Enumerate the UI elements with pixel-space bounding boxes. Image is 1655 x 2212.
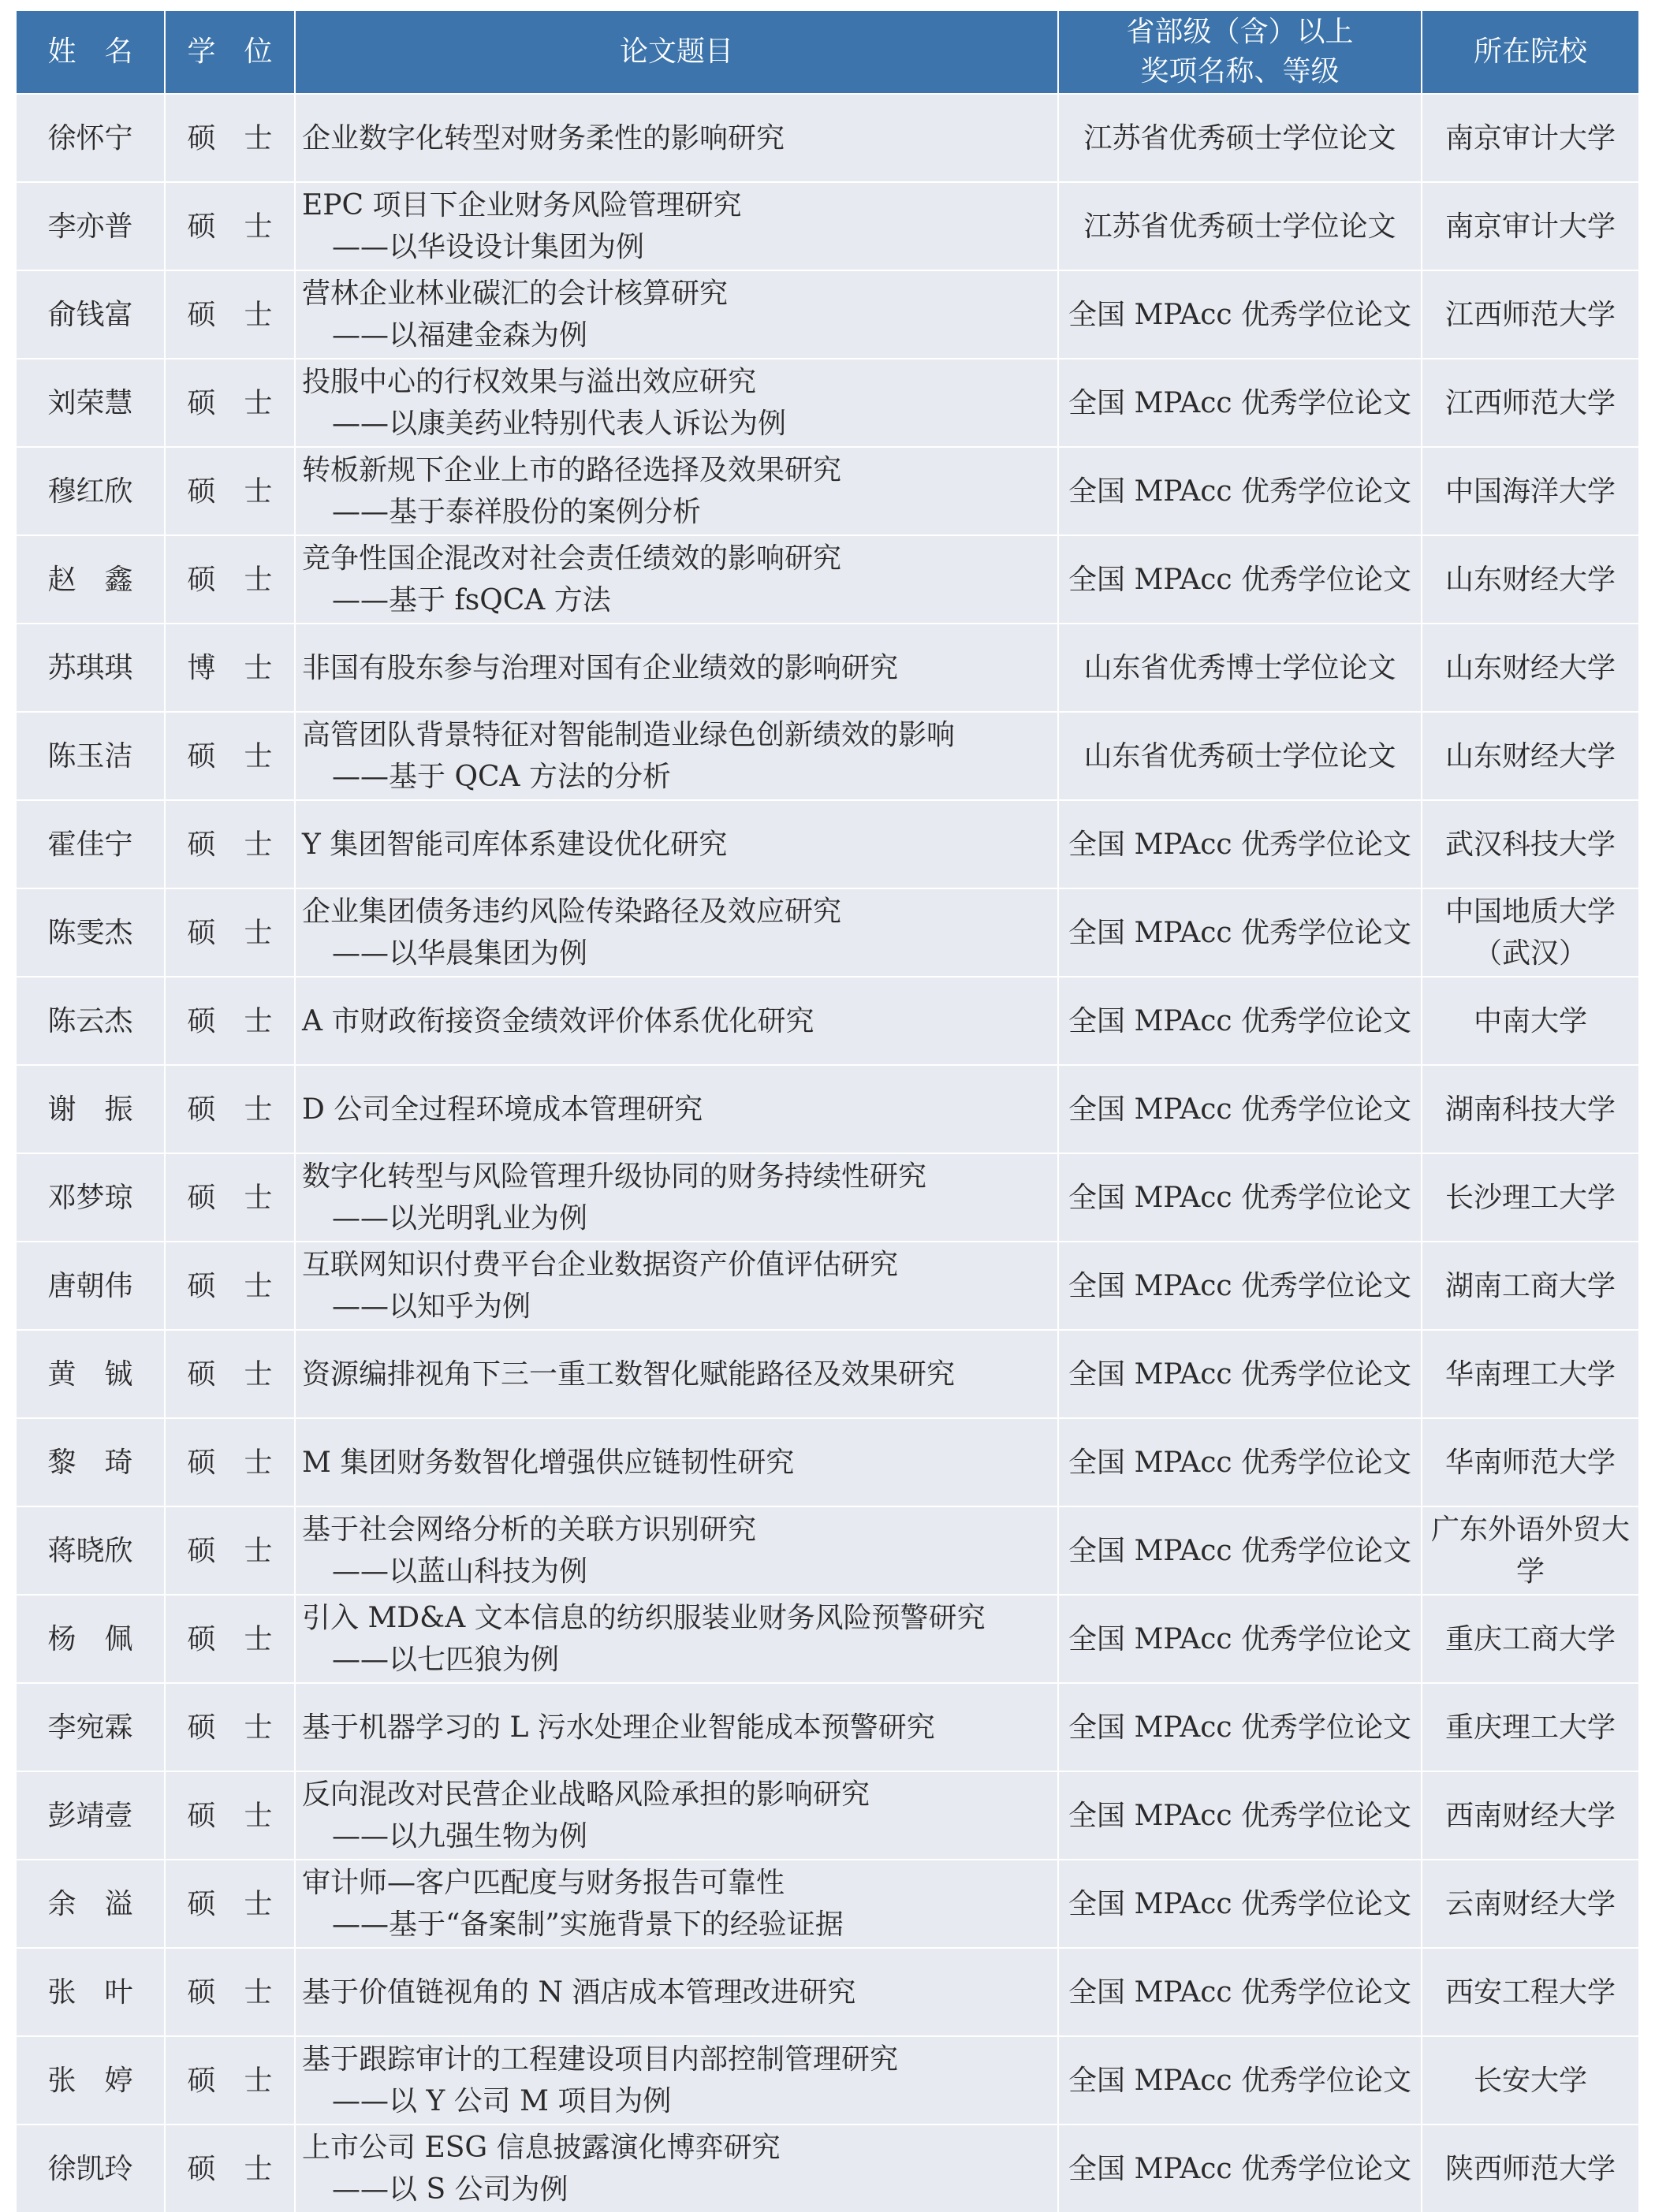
thesis-title: 互联网知识付费平台企业数据资产价值评估研究 — [302, 1249, 899, 1281]
thesis-subtitle: ——以九强生物为例 — [332, 1820, 588, 1853]
cell-name: 张 叶 — [17, 1948, 165, 2036]
thesis-subtitle: ——以 Y 公司 M 项目为例 — [332, 2085, 672, 2117]
header-school: 所在院校 — [1422, 11, 1638, 94]
cell-school: 中国地质大学（武汉） — [1422, 888, 1638, 977]
table-row — [17, 94, 1638, 182]
cell-school: 广东外语外贸大学 — [1422, 1506, 1638, 1595]
thesis-title: EPC 项目下企业财务风险管理研究 — [302, 189, 742, 222]
cell-school: 山东财经大学 — [1422, 712, 1638, 800]
cell-award: 全国 MPAcc 优秀学位论文 — [1058, 1948, 1422, 2036]
cell-degree: 硕 士 — [165, 1330, 295, 1418]
cell-title — [295, 1418, 1058, 1506]
table-row — [17, 182, 1638, 270]
header-award — [1058, 11, 1422, 94]
cell-title — [295, 182, 1058, 270]
cell-award: 全国 MPAcc 优秀学位论文 — [1058, 270, 1422, 359]
thesis-title: 数字化转型与风险管理升级协同的财务持续性研究 — [302, 1160, 927, 1193]
cell-title — [295, 1065, 1058, 1153]
cell-title — [295, 1153, 1058, 1242]
thesis-subtitle: ——以蓝山科技为例 — [332, 1555, 588, 1588]
table-row — [17, 447, 1638, 535]
table-row — [17, 1153, 1638, 1242]
table-row — [17, 1242, 1638, 1330]
cell-title — [295, 1506, 1058, 1595]
cell-name: 苏琪琪 — [17, 624, 165, 712]
cell-name: 霍佳宁 — [17, 800, 165, 888]
cell-degree: 硕 士 — [165, 800, 295, 888]
table-row — [17, 1948, 1638, 2036]
cell-title — [295, 535, 1058, 624]
cell-name: 蒋晓欣 — [17, 1506, 165, 1595]
cell-award: 江苏省优秀硕士学位论文 — [1058, 182, 1422, 270]
cell-degree: 硕 士 — [165, 1153, 295, 1242]
cell-title — [295, 1242, 1058, 1330]
table-row — [17, 1595, 1638, 1683]
cell-title — [295, 2036, 1058, 2124]
cell-title — [295, 712, 1058, 800]
cell-degree: 硕 士 — [165, 977, 295, 1065]
cell-school: 长沙理工大学 — [1422, 1153, 1638, 1242]
cell-degree: 硕 士 — [165, 1595, 295, 1683]
cell-name: 彭靖壹 — [17, 1771, 165, 1860]
cell-title — [295, 1683, 1058, 1771]
cell-degree: 硕 士 — [165, 2036, 295, 2124]
cell-award: 山东省优秀硕士学位论文 — [1058, 712, 1422, 800]
thesis-subtitle: ——基于泰祥股份的案例分析 — [332, 496, 702, 528]
cell-name: 李亦普 — [17, 182, 165, 270]
cell-award: 全国 MPAcc 优秀学位论文 — [1058, 1153, 1422, 1242]
table-row — [17, 1330, 1638, 1418]
cell-degree: 硕 士 — [165, 182, 295, 270]
cell-school: 重庆工商大学 — [1422, 1595, 1638, 1683]
header-title: 论文题目 — [295, 11, 1058, 94]
cell-name: 唐朝伟 — [17, 1242, 165, 1330]
cell-title — [295, 888, 1058, 977]
thesis-title: 转板新规下企业上市的路径选择及效果研究 — [302, 454, 842, 486]
cell-degree: 硕 士 — [165, 1418, 295, 1506]
cell-degree: 硕 士 — [165, 1242, 295, 1330]
thesis-title: M 集团财务数智化增强供应链韧性研究 — [302, 1446, 795, 1479]
thesis-title: 竞争性国企混改对社会责任绩效的影响研究 — [302, 542, 842, 575]
cell-degree: 硕 士 — [165, 1065, 295, 1153]
cell-award: 全国 MPAcc 优秀学位论文 — [1058, 535, 1422, 624]
thesis-title: 高管团队背景特征对智能制造业绿色创新绩效的影响 — [302, 719, 956, 751]
cell-degree: 硕 士 — [165, 359, 295, 447]
thesis-title: 营林企业林业碳汇的会计核算研究 — [302, 277, 729, 310]
cell-award: 全国 MPAcc 优秀学位论文 — [1058, 2036, 1422, 2124]
cell-award: 全国 MPAcc 优秀学位论文 — [1058, 1860, 1422, 1948]
thesis-subtitle: ——以 S 公司为例 — [332, 2173, 568, 2206]
cell-school: 湖南科技大学 — [1422, 1065, 1638, 1153]
table-row — [17, 800, 1638, 888]
thesis-title: 引入 MD&A 文本信息的纺织服装业财务风险预警研究 — [302, 1602, 986, 1634]
cell-school: 中南大学 — [1422, 977, 1638, 1065]
cell-award: 全国 MPAcc 优秀学位论文 — [1058, 447, 1422, 535]
cell-name: 邓梦琼 — [17, 1153, 165, 1242]
cell-award: 全国 MPAcc 优秀学位论文 — [1058, 1065, 1422, 1153]
thesis-title: 基于跟踪审计的工程建设项目内部控制管理研究 — [302, 2043, 899, 2076]
cell-name: 赵 鑫 — [17, 535, 165, 624]
table-row — [17, 1506, 1638, 1595]
cell-degree: 硕 士 — [165, 535, 295, 624]
thesis-title: 资源编排视角下三一重工数智化赋能路径及效果研究 — [302, 1357, 956, 1391]
table-row — [17, 888, 1638, 977]
cell-award: 全国 MPAcc 优秀学位论文 — [1058, 1330, 1422, 1418]
cell-title — [295, 94, 1058, 182]
cell-name: 黄 铖 — [17, 1330, 165, 1418]
cell-name: 陈雯杰 — [17, 888, 165, 977]
table-row — [17, 624, 1638, 712]
thesis-subtitle: ——以七匹狼为例 — [332, 1644, 560, 1676]
table-row — [17, 977, 1638, 1065]
thesis-title: 非国有股东参与治理对国有企业绩效的影响研究 — [302, 651, 899, 684]
cell-school: 南京审计大学 — [1422, 94, 1638, 182]
cell-degree: 硕 士 — [165, 1683, 295, 1771]
cell-degree: 硕 士 — [165, 1860, 295, 1948]
cell-name: 陈玉洁 — [17, 712, 165, 800]
cell-name: 李宛霖 — [17, 1683, 165, 1771]
cell-degree: 硕 士 — [165, 1506, 295, 1595]
cell-school: 湖南工商大学 — [1422, 1242, 1638, 1330]
cell-degree: 硕 士 — [165, 2124, 295, 2212]
cell-degree: 硕 士 — [165, 1948, 295, 2036]
cell-name: 杨 佩 — [17, 1595, 165, 1683]
cell-award: 全国 MPAcc 优秀学位论文 — [1058, 2124, 1422, 2212]
cell-title — [295, 2124, 1058, 2212]
cell-school: 江西师范大学 — [1422, 270, 1638, 359]
cell-name: 刘荣慧 — [17, 359, 165, 447]
cell-school: 西安工程大学 — [1422, 1948, 1638, 2036]
cell-title — [295, 977, 1058, 1065]
header-degree: 学 位 — [165, 11, 295, 94]
thesis-title: 基于价值链视角的 N 酒店成本管理改进研究 — [302, 1976, 856, 2009]
thesis-title: 企业数字化转型对财务柔性的影响研究 — [302, 121, 785, 155]
thesis-subtitle: ——以福建金森为例 — [332, 319, 588, 352]
cell-title — [295, 447, 1058, 535]
cell-name: 张 婷 — [17, 2036, 165, 2124]
thesis-subtitle: ——基于 QCA 方法的分析 — [332, 761, 671, 793]
table-row — [17, 270, 1638, 359]
cell-award: 山东省优秀博士学位论文 — [1058, 624, 1422, 712]
table-row — [17, 535, 1638, 624]
cell-school: 山东财经大学 — [1422, 535, 1638, 624]
cell-title — [295, 624, 1058, 712]
thesis-title: Y 集团智能司库体系建设优化研究 — [302, 828, 728, 861]
cell-school: 中国海洋大学 — [1422, 447, 1638, 535]
awards-table — [17, 11, 1638, 2212]
cell-name: 穆红欣 — [17, 447, 165, 535]
cell-award: 全国 MPAcc 优秀学位论文 — [1058, 1242, 1422, 1330]
cell-school: 江西师范大学 — [1422, 359, 1638, 447]
cell-name: 徐怀宁 — [17, 94, 165, 182]
table-row — [17, 712, 1638, 800]
cell-name: 余 溢 — [17, 1860, 165, 1948]
thesis-subtitle: ——以光明乳业为例 — [332, 1202, 588, 1234]
table-row — [17, 1065, 1638, 1153]
cell-school: 陕西师范大学 — [1422, 2124, 1638, 2212]
cell-school: 华南师范大学 — [1422, 1418, 1638, 1506]
cell-award: 全国 MPAcc 优秀学位论文 — [1058, 800, 1422, 888]
thesis-title: 基于社会网络分析的关联方识别研究 — [302, 1514, 757, 1546]
cell-award: 全国 MPAcc 优秀学位论文 — [1058, 1595, 1422, 1683]
cell-award: 全国 MPAcc 优秀学位论文 — [1058, 1418, 1422, 1506]
table-row — [17, 1860, 1638, 1948]
table-row — [17, 359, 1638, 447]
cell-title — [295, 1595, 1058, 1683]
cell-school: 山东财经大学 — [1422, 624, 1638, 712]
table-row — [17, 1771, 1638, 1860]
cell-title — [295, 270, 1058, 359]
thesis-subtitle: ——以康美药业特别代表人诉讼为例 — [332, 408, 787, 440]
table-row — [17, 1418, 1638, 1506]
cell-name: 黎 琦 — [17, 1418, 165, 1506]
cell-degree: 硕 士 — [165, 94, 295, 182]
thesis-subtitle: ——基于 fsQCA 方法 — [332, 584, 611, 616]
thesis-title: 审计师—客户匹配度与财务报告可靠性 — [302, 1867, 785, 1899]
cell-school: 华南理工大学 — [1422, 1330, 1638, 1418]
thesis-title: D 公司全过程环境成本管理研究 — [302, 1093, 703, 1126]
thesis-subtitle: ——以华晨集团为例 — [332, 937, 588, 970]
cell-degree: 硕 士 — [165, 447, 295, 535]
cell-school: 南京审计大学 — [1422, 182, 1638, 270]
cell-award: 全国 MPAcc 优秀学位论文 — [1058, 1683, 1422, 1771]
table-row — [17, 2124, 1638, 2212]
thesis-title: 企业集团债务违约风险传染路径及效应研究 — [302, 896, 842, 928]
cell-title — [295, 800, 1058, 888]
cell-name: 徐凯玲 — [17, 2124, 165, 2212]
cell-award: 全国 MPAcc 优秀学位论文 — [1058, 1506, 1422, 1595]
cell-school: 云南财经大学 — [1422, 1860, 1638, 1948]
thesis-title: 反向混改对民营企业战略风险承担的影响研究 — [302, 1778, 870, 1811]
cell-award: 全国 MPAcc 优秀学位论文 — [1058, 1771, 1422, 1860]
cell-title — [295, 359, 1058, 447]
thesis-subtitle: ——以知乎为例 — [332, 1290, 531, 1323]
cell-title — [295, 1948, 1058, 2036]
header-award-line1: 省部级（含）以上 — [1126, 16, 1354, 48]
cell-degree: 硕 士 — [165, 270, 295, 359]
thesis-subtitle: ——基于“备案制”实施背景下的经验证据 — [332, 1909, 844, 1941]
cell-name: 谢 振 — [17, 1065, 165, 1153]
table-body — [17, 94, 1638, 2212]
cell-degree: 硕 士 — [165, 888, 295, 977]
table-row — [17, 2036, 1638, 2124]
cell-school: 重庆理工大学 — [1422, 1683, 1638, 1771]
cell-award: 全国 MPAcc 优秀学位论文 — [1058, 359, 1422, 447]
thesis-title: 投服中心的行权效果与溢出效应研究 — [302, 366, 757, 398]
cell-degree: 硕 士 — [165, 712, 295, 800]
header-row — [17, 11, 1638, 94]
thesis-title: A 市财政衔接资金绩效评价体系优化研究 — [302, 1004, 814, 1037]
header-name: 姓 名 — [17, 11, 165, 94]
cell-degree: 博 士 — [165, 624, 295, 712]
cell-title — [295, 1771, 1058, 1860]
cell-title — [295, 1860, 1058, 1948]
table-row — [17, 1683, 1638, 1771]
thesis-title: 上市公司 ESG 信息披露演化博弈研究 — [302, 2132, 781, 2164]
cell-award: 江苏省优秀硕士学位论文 — [1058, 94, 1422, 182]
header-award-line2: 奖项名称、等级 — [1140, 55, 1340, 88]
thesis-title: 基于机器学习的 L 污水处理企业智能成本预警研究 — [302, 1711, 935, 1744]
cell-degree: 硕 士 — [165, 1771, 295, 1860]
cell-name: 俞钱富 — [17, 270, 165, 359]
cell-title — [295, 1330, 1058, 1418]
cell-school: 武汉科技大学 — [1422, 800, 1638, 888]
cell-award: 全国 MPAcc 优秀学位论文 — [1058, 977, 1422, 1065]
thesis-subtitle: ——以华设设计集团为例 — [332, 231, 645, 263]
cell-school: 西南财经大学 — [1422, 1771, 1638, 1860]
cell-name: 陈云杰 — [17, 977, 165, 1065]
cell-award: 全国 MPAcc 优秀学位论文 — [1058, 888, 1422, 977]
cell-school: 长安大学 — [1422, 2036, 1638, 2124]
